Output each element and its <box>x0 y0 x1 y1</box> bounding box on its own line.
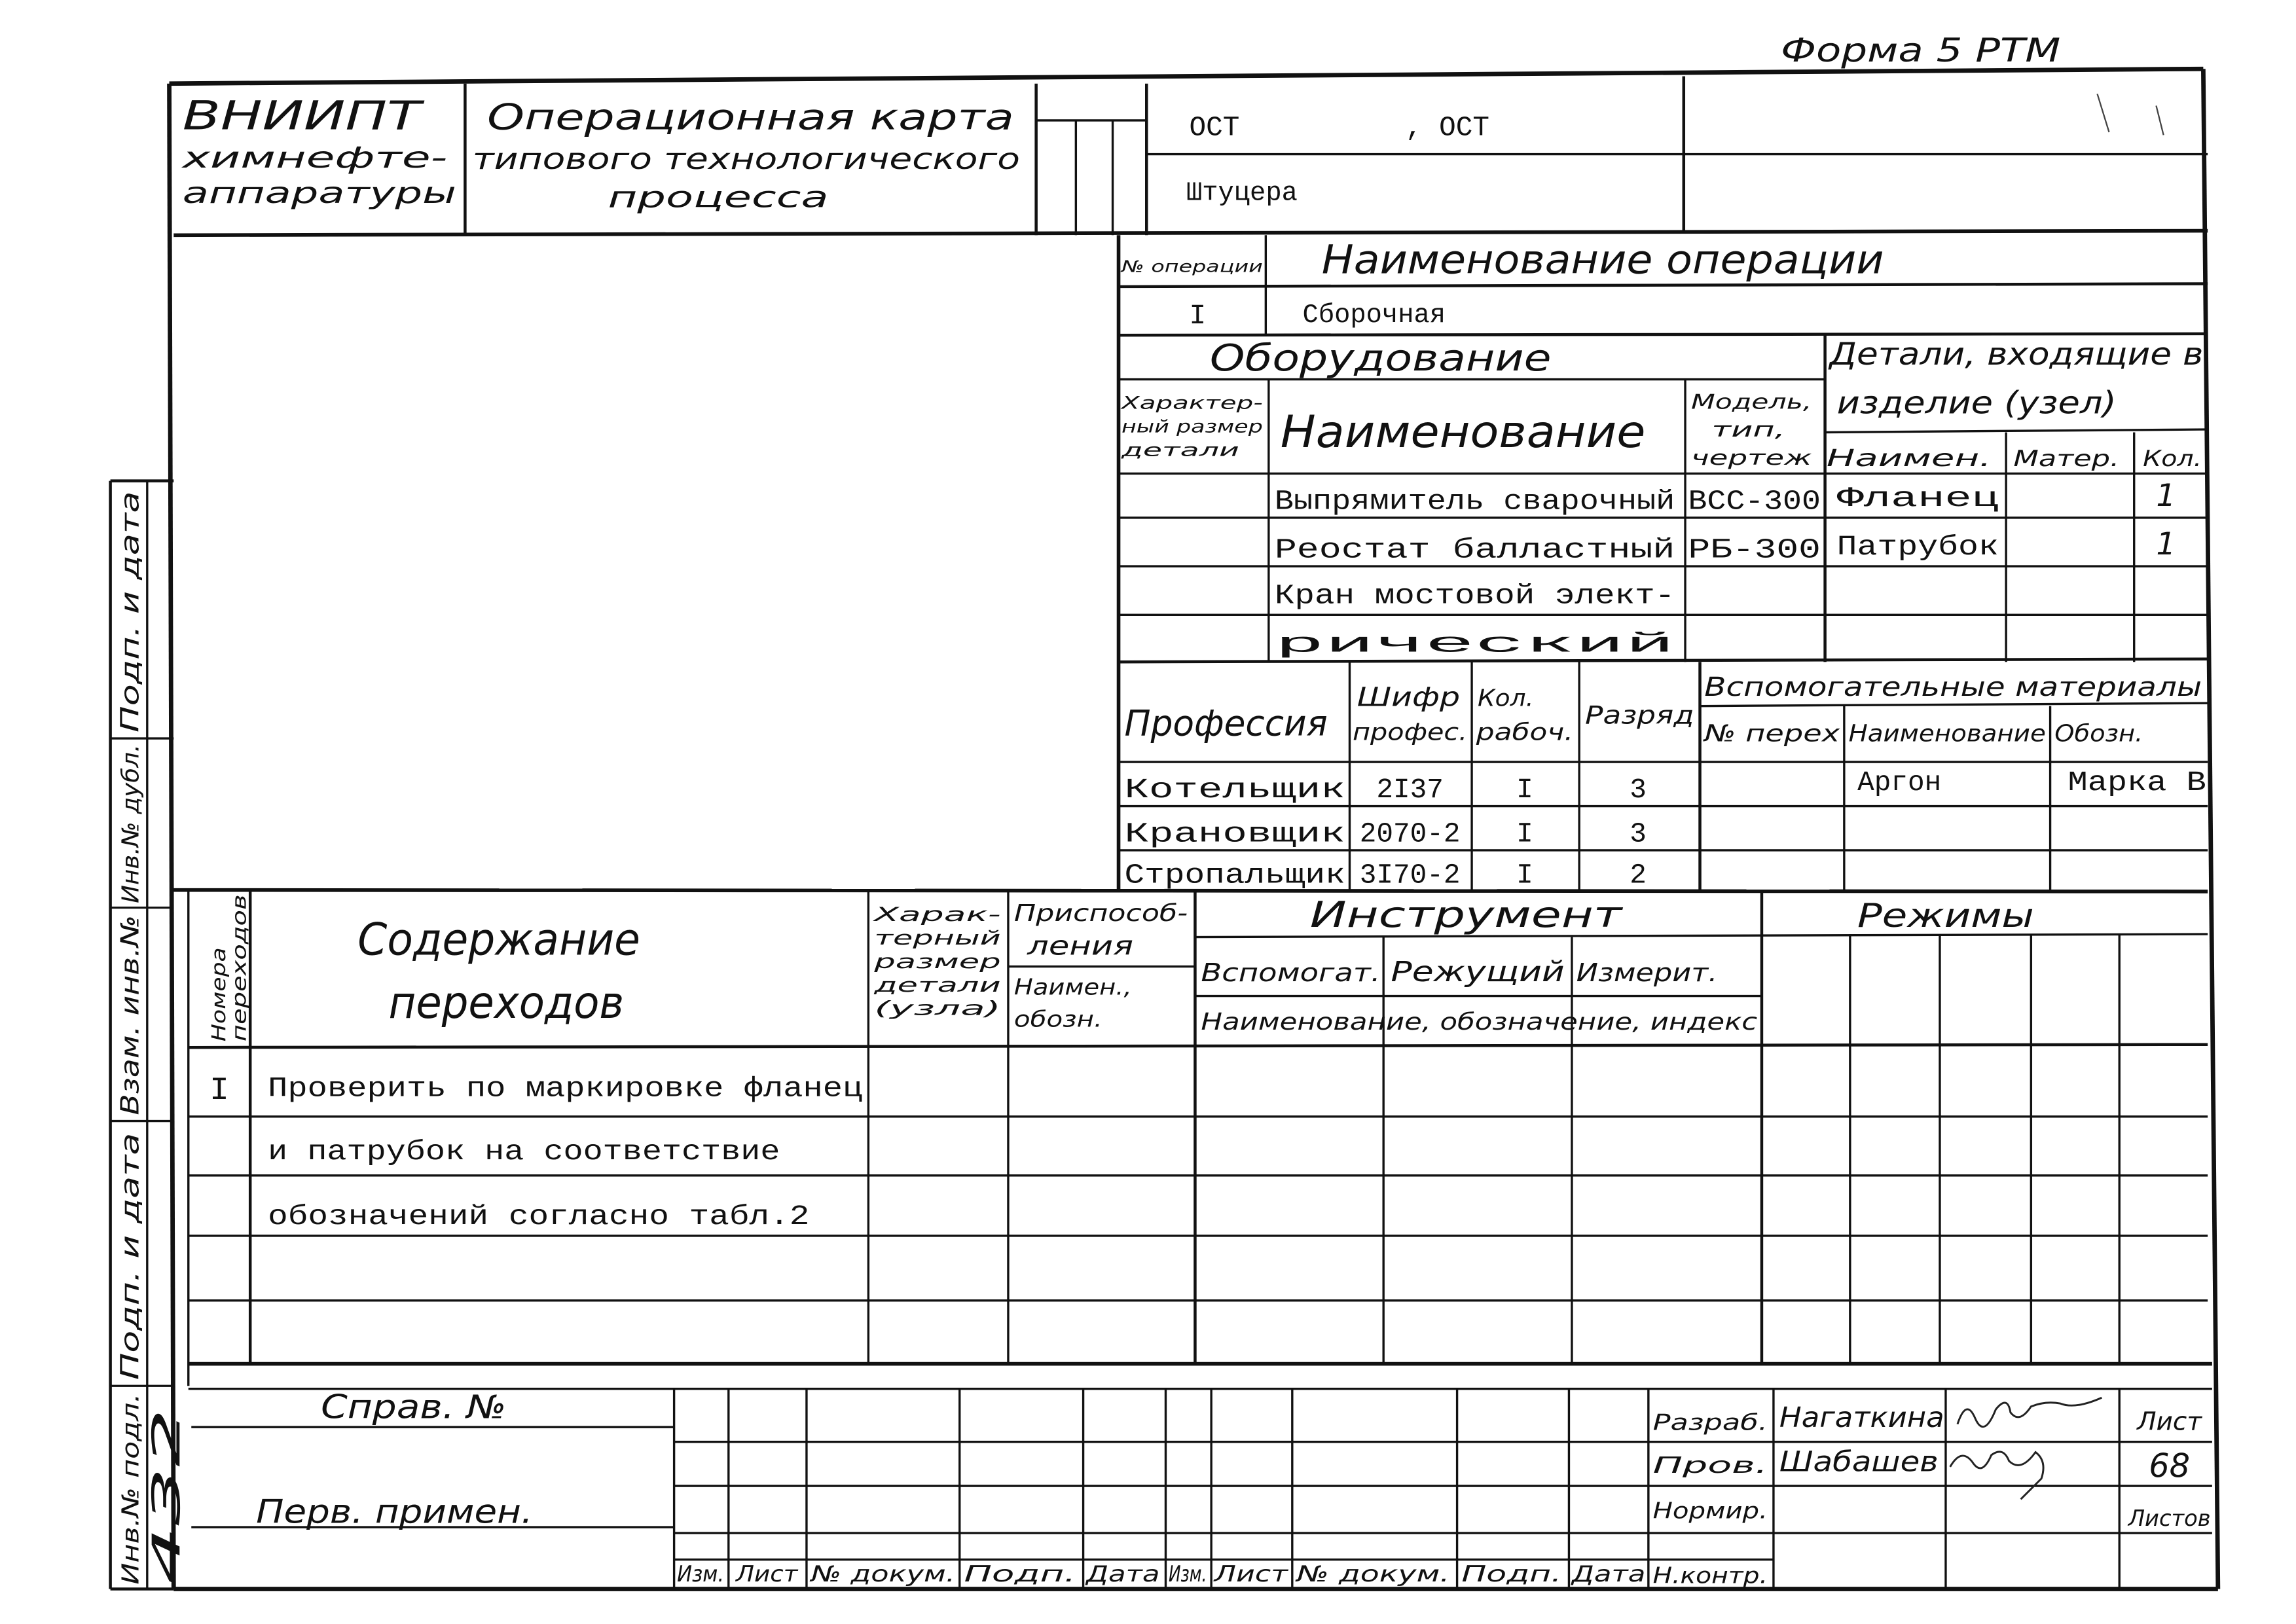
grid-line <box>173 231 2208 236</box>
part-quantity: 1 <box>2156 477 2176 514</box>
characteristic-header: Харак- <box>871 903 1001 926</box>
side-label: Взам. инв.№ <box>116 953 145 1115</box>
stamp-column-label: Подп. <box>964 1561 1076 1587</box>
org-name-line: химнефте- <box>180 139 448 175</box>
equipment-name-header: Наименование <box>1280 405 1646 458</box>
aux-material-name: Аргон <box>1857 766 1942 799</box>
inventory-number: 432 <box>144 1511 189 1585</box>
product-name: Штуцера <box>1186 178 1298 209</box>
aux-materials-title: Вспомогательные материалы <box>1704 670 2202 702</box>
profession-grade: 3 <box>1630 818 1647 850</box>
parts-header: Наимен. <box>1826 445 1992 473</box>
operation-name-header: Наименование операции <box>1321 237 1884 283</box>
equipment-name: Кран мостовой элект- <box>1274 579 1675 612</box>
transition-text: и патрубок на соответствие <box>268 1136 780 1168</box>
parts-title: Детали, входящие в <box>1828 336 2204 373</box>
transition-number-header: Номера <box>207 965 230 1042</box>
characteristic-header: (узла) <box>874 997 1001 1020</box>
sheet-number: 68 <box>2149 1447 2191 1485</box>
operation-number-header: № операции <box>1120 257 1263 276</box>
equipment-model-header: чертеж <box>1691 446 1813 470</box>
side-label: Инв.№ подл. <box>117 1430 145 1585</box>
side-label: Подп. и дата <box>116 1210 145 1380</box>
card-title-line: типового технологического <box>472 141 1020 177</box>
form-text-layer <box>116 31 2210 1589</box>
aux-material-mark: Марка В <box>2068 766 2206 799</box>
stamp-role: Н.контр. <box>1652 1562 1768 1589</box>
profession-code: 2070-2 <box>1359 818 1461 850</box>
sheet-label: Лист <box>2136 1407 2203 1437</box>
profession-code-header: профес. <box>1352 719 1468 746</box>
stamp-column-label: Изм. <box>1168 1561 1207 1587</box>
profession-name: Крановщик <box>1124 818 1345 850</box>
transition-text: обозначений согласно табл.2 <box>268 1200 810 1233</box>
aux-materials-header: Обозн. <box>2054 720 2143 748</box>
workers-count: I <box>1516 774 1533 806</box>
grid-line <box>1119 283 2208 286</box>
modes-header: Режимы <box>1857 896 2034 935</box>
characteristic-header: размер <box>873 950 1001 973</box>
equipment-name: Выпрямитель сварочный <box>1274 485 1675 518</box>
transition-number-header: переходов <box>228 934 251 1042</box>
fixture-subheader: Наимен., <box>1013 974 1132 1000</box>
tool-subheader: Режущий <box>1391 956 1565 989</box>
tool-subheader: Измерит. <box>1576 959 1718 988</box>
stamp-column-label: № докум. <box>809 1561 956 1587</box>
stamp-column-label: Лист <box>1213 1561 1289 1587</box>
stamp-column-label: № докум. <box>1294 1561 1450 1587</box>
transition-number: I <box>210 1072 229 1109</box>
characteristic-header: терный <box>874 926 1001 949</box>
grid-line <box>170 69 2204 83</box>
card-title-line: процесса <box>608 179 829 215</box>
operation-number: I <box>1189 300 1207 333</box>
equipment-model-header: Модель, <box>1691 390 1812 414</box>
profession-header: Профессия <box>1124 702 1328 744</box>
grid-line <box>1700 703 2208 706</box>
aux-materials-header: № перех <box>1702 720 1841 748</box>
aux-materials-header: Наименование <box>1848 720 2046 748</box>
equipment-header: ный размер <box>1121 416 1263 437</box>
stamp-column-label: Дата <box>1570 1561 1646 1587</box>
scan-mark <box>2156 105 2163 135</box>
first-use-label: Перв. примен. <box>256 1492 533 1531</box>
side-label: Инв.№ дубл. <box>117 749 145 903</box>
equipment-model-header: тип, <box>1711 418 1785 442</box>
profession-grade: 3 <box>1630 774 1647 806</box>
tool-subheader: Вспомогат. <box>1201 959 1381 988</box>
org-name-line: ВНИИПТ <box>182 93 426 139</box>
developer-signature <box>1958 1398 2102 1426</box>
content-header: Содержание <box>357 913 640 965</box>
profession-name: Котельщик <box>1124 774 1345 806</box>
part-name: Патрубок <box>1836 531 1999 564</box>
characteristic-header: детали <box>873 973 1001 996</box>
ost-label: ОСТ <box>1189 111 1240 144</box>
equipment-model: РБ-300 <box>1688 533 1821 566</box>
tool-note: Наименование, обозначение, индекс <box>1201 1009 1758 1036</box>
profession-grade: 2 <box>1630 859 1647 892</box>
profession-code-header: Шифр <box>1357 681 1461 713</box>
grid-line <box>1119 334 2208 335</box>
side-label: Подп. и дата <box>116 562 145 733</box>
transition-text: Проверить по маркировке фланец <box>268 1072 863 1105</box>
workers-count: I <box>1516 818 1533 850</box>
equipment-header: детали <box>1120 440 1239 461</box>
equipment-name: рический <box>1274 628 1675 660</box>
grade-header: Разряд <box>1585 701 1694 731</box>
fixture-subheader: обозн. <box>1013 1006 1102 1032</box>
developer-name: Нагаткина <box>1779 1401 1944 1435</box>
sheets-label: Листов <box>2127 1505 2211 1531</box>
content-header: переходов <box>388 977 625 1029</box>
workers-count: I <box>1516 859 1533 892</box>
stamp-role: Нормир. <box>1652 1498 1768 1524</box>
parts-header: Матер. <box>2013 446 2120 472</box>
operation-name: Сборочная <box>1302 300 1446 331</box>
stamp-column-label: Изм. <box>677 1561 725 1587</box>
reference-label: Справ. № <box>321 1388 507 1426</box>
workers-header: Кол. <box>1478 685 1534 712</box>
profession-name: Стропальщик <box>1124 859 1345 892</box>
equipment-title: Оборудование <box>1209 337 1552 380</box>
grid-line <box>189 1045 2208 1047</box>
tool-header: Инструмент <box>1309 893 1624 935</box>
fixture-header: ления <box>1026 929 1134 962</box>
part-quantity: 1 <box>2156 526 2176 563</box>
fixture-header: Приспособ- <box>1013 899 1188 927</box>
grid-line <box>170 84 174 1589</box>
part-name: Фланец <box>1836 482 1999 514</box>
checker-signature <box>1950 1452 2043 1500</box>
scan-mark <box>2098 94 2109 132</box>
stamp-column-label: Дата <box>1084 1561 1160 1587</box>
profession-code: 2I37 <box>1376 774 1444 806</box>
stamp-role: Пров. <box>1652 1452 1768 1478</box>
stamp-role: Разраб. <box>1652 1409 1768 1435</box>
equipment-name: Реостат балластный <box>1274 533 1675 566</box>
workers-header: рабоч. <box>1475 719 1574 746</box>
equipment-model: ВСС-300 <box>1688 485 1821 518</box>
ost-label: , ОСТ <box>1405 111 1490 144</box>
card-title-line: Операционная карта <box>487 96 1014 138</box>
grid-line <box>2203 69 2217 1589</box>
parts-title: изделие (узел) <box>1836 385 2117 422</box>
parts-header: Кол. <box>2143 446 2202 472</box>
stamp-column-label: Подп. <box>1461 1561 1562 1587</box>
stamp-column-label: Лист <box>735 1561 799 1587</box>
form-label: Форма 5 РТМ <box>1781 31 2061 69</box>
grid-line <box>1825 429 2208 432</box>
org-name-line: аппаратуры <box>182 175 456 210</box>
checker-name: Шабашев <box>1779 1445 1939 1479</box>
profession-code: 3I70-2 <box>1359 859 1461 892</box>
equipment-header: Характер- <box>1120 393 1263 414</box>
